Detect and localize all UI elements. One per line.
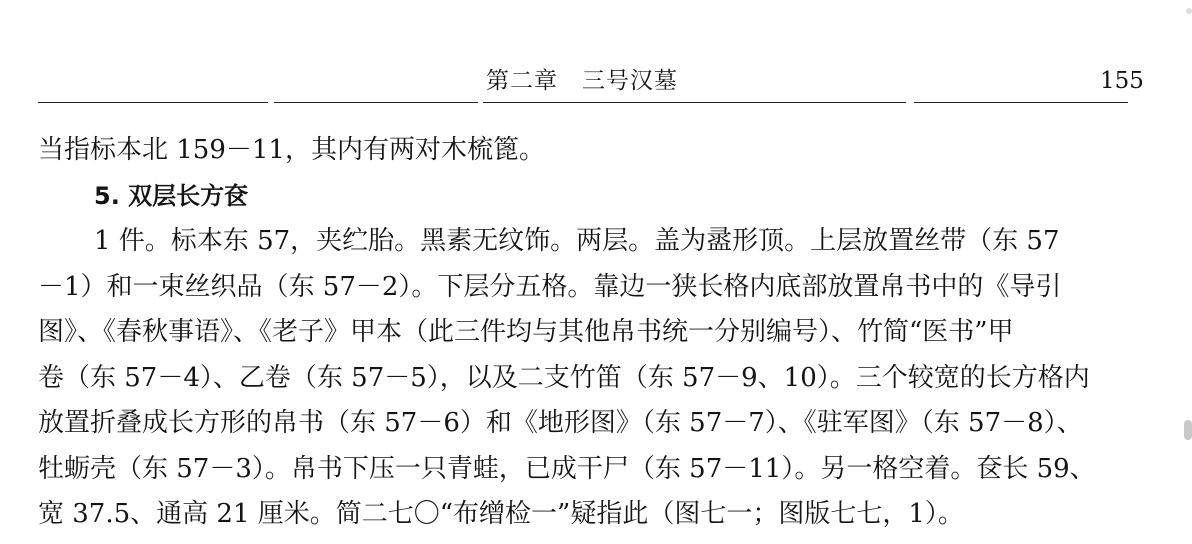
text-line: 宽 37.5、通高 21 厘米。简二七〇“布缯检一”疑指此（图七一；图版七七，1）。	[38, 499, 964, 529]
header-rule-gap	[478, 100, 483, 105]
section-heading: 5. 双层长方奁	[94, 181, 249, 210]
scrollbar-top-marker	[1186, 8, 1192, 14]
text-line: 牡蛎壳（东 57－3）。帛书下压一只青蛙，已成干尸（东 57－11）。另一格空着。奁长 59、	[38, 453, 1096, 484]
chapter-title: 第二章 三号汉墓	[486, 68, 678, 94]
running-head	[38, 66, 1144, 100]
body-text	[38, 128, 1148, 538]
header-rule-gap	[268, 100, 274, 105]
page-number: 155	[1100, 68, 1144, 94]
text-line: 图》、《春秋事语》、《老子》甲本（此三件均与其他帛书统一分别编号）、竹简“医书”甲	[38, 317, 1014, 347]
scrollbar-thumb[interactable]	[1184, 420, 1192, 440]
header-rule	[38, 102, 1128, 103]
text-line: 卷（东 57－4）、乙卷（东 57－5），以及二支竹笛（东 57－9、10）。三个较宽的长方格内	[38, 362, 1090, 393]
header-rule-gap	[906, 100, 914, 105]
text-line: 当指标本北 159－11，其内有两对木梳篦。	[38, 135, 545, 165]
text-line: 1 件。标本东 57，夹纻胎。黑素无纹饰。两层。盖为盝形顶。上层放置丝带（东 57	[94, 226, 1060, 256]
text-line: －1）和一束丝织品（东 57－2）。下层分五格。靠边一狭长格内底部放置帛书中的《导引	[38, 271, 1062, 302]
text-line: 放置折叠成长方形的帛书（东 57－6）和《地形图》（东 57－7）、《驻军图》（东 57－8）、	[38, 408, 1083, 438]
